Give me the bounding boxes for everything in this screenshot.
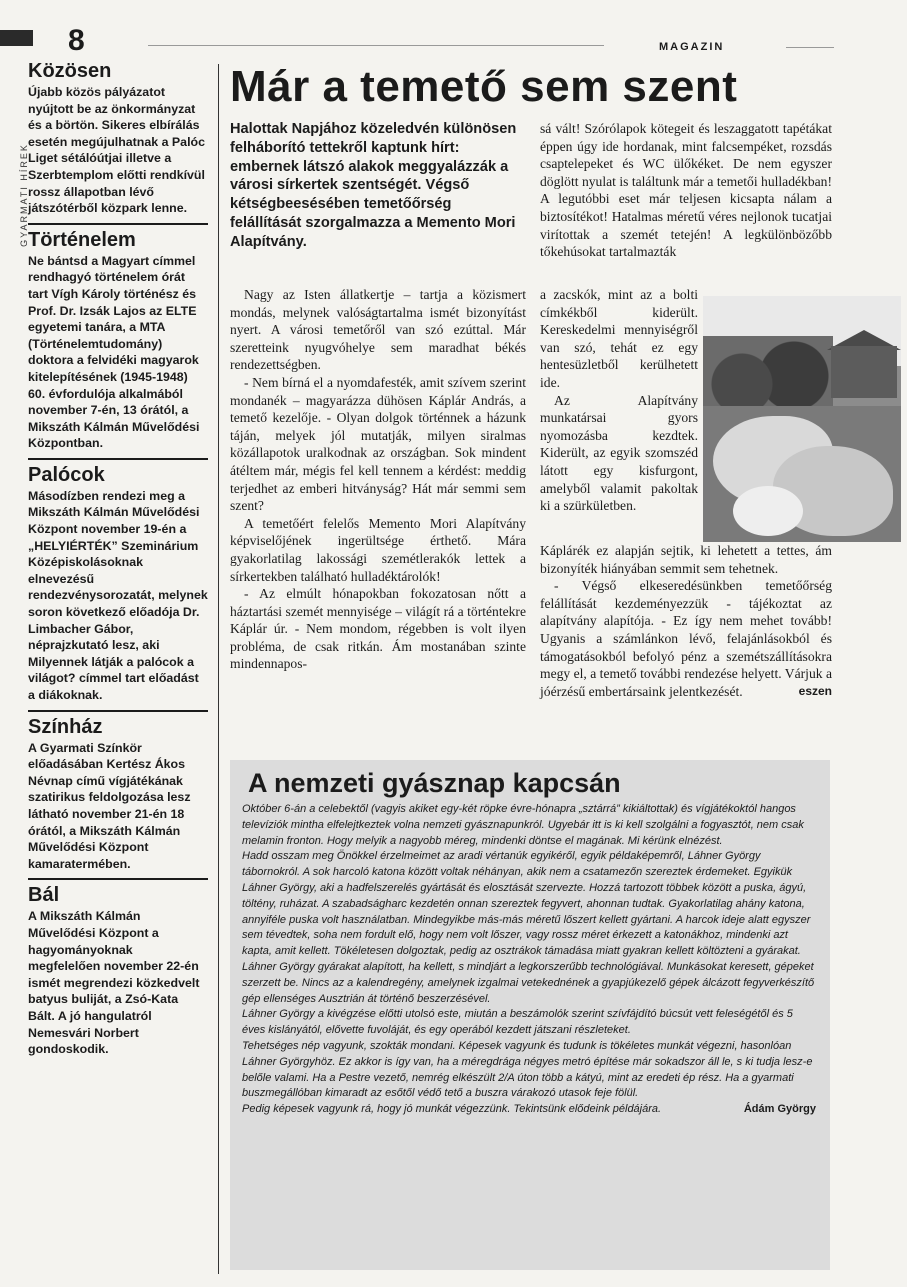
news-item-title: Történelem	[28, 228, 136, 251]
news-item-text: Ne bántsd a Magyart címmel rendhagyó történelem órát tart Vígh Károly történész és Prof. Dr. Izsák Lajos az ELTE egyetemi tanára, a MTA (Történelemtudomány) doktora a felvidéki magyarok kitelepítésének (1945-1948) 60. évfordulója alkalmából november 7-én, 13 órától, a Mikszáth Kálmán Művelődési Központban.	[28, 253, 200, 451]
article-column-2-top	[540, 120, 832, 261]
box-paragraph	[242, 1102, 816, 1118]
box-paragraph: Láhner György gyárakat alapított, ha kellett, s mindjárt a legkorszerűbb technológiával. Munkásokat keresett, gépeket szerzett be. Nincs az a kalendregény, amelynek izgalmai vetekednének a gyapjúkezelő gépek álcázott fegyverkészítő gép ellenséges Ausztrián át történő beszerzésével.	[242, 960, 815, 1005]
news-item-szinhaz	[28, 716, 208, 881]
side-label: GYARMATI HÍREK	[19, 143, 29, 247]
news-item-title: Színház	[28, 715, 103, 738]
article-paragraph: - Az elmúlt hónapokban fokozatosan nőtt a háztartási szemét mennyisége – világít rá a történtekre Káplár úr. - Nem mondom, régebben is volt ilyen probléma, de csak ritkán. Ám mostanában szinte mindennapos-	[230, 586, 526, 672]
box-paragraph: Hadd osszam meg Önökkel érzelmeimet az aradi vértanúk egyikéről, egyik példaképemről, Láhner György tábornokról. A sok harcoló katona között voltak néhányan, akik nem a csatamezőn szereztek érdemeket. Egyikük Láhner György, aki a hadfelszerelés gyártását és elosztását szervezte. Hozzá tartozott többek között a puska, ágyú, töltény, ruházat. A szabadságharc kezdetén onnan szereztek fegyvert, ahonnan tudtak. Gyakorlatilag ahány katona, annyiféle puska volt használatban. Mindegyikbe más-más méretű lőszert kellett gyártani. A harcok ideje alatt egyszer sem tévedtek, soha nem fordult elő, hogy nem volt lőszer, vagy rossz méret érkezett a katonákhoz, mindenki azt kapta, amit kellett. Tökéletesen dolgoztak, pedig az osztrákok támadása miatt gyakran kellett költözteni a gyárakat.	[242, 850, 811, 958]
column-divider	[218, 64, 219, 1274]
article-paragraph: Káplárék ez alapján sejtik, ki lehetett a tettes, ám bizonyíték hiányában semmit sem tehetnek.	[540, 543, 832, 576]
article-paragraph: sá vált! Szórólapok kötegeit és leszaggatott tapétákat éppen úgy ide hordanak, mint falcsempéket, rozsdás csaptelepeket és WC ülőkéket. De nem egyszer döglött nyulat is találtunk már a temetői hulladékban! A legutóbbi eset már teljesen kicsapta nálam a biztosítékot! Hatalmas méretű véres nejlonok tucatjai virítottak a szemét tetején! A legkülönbözőbb tőkehúsokat tartalmazták	[540, 121, 832, 260]
article-author: eszen	[798, 683, 832, 698]
magazine-label: MAGAZIN	[659, 41, 725, 53]
news-item-text: Másodízben rendezi meg a Mikszáth Kálmán Művelődési Központ november 19-én a „HELYIÉRTÉK” Szeminárium Középiskolásoknak elnevezésű rendezvénysorozatát, melynek soron következő előadója Dr. Limbacher Gábor, néprajzkutató lesz, aki Milyennek látják a palócok a világot? címmel tart előadást a diákoknak.	[28, 488, 208, 702]
article-column-2-bottom	[540, 542, 832, 700]
article-column-2-wrap	[540, 286, 698, 515]
header-rule-right	[786, 47, 834, 48]
news-item-title: Közösen	[28, 60, 112, 82]
news-item-palocok	[28, 464, 208, 712]
box-paragraph: Tehetséges nép vagyunk, szokták mondani. Képesek vagyunk és tudunk is tökéletes munkát végezni, hasonlóan Láhner Györgyhöz. Ez akkor is így van, ha a méregdrága négyes metró építése már sokadszor áll le, s ki tudja lesz-e belőle valami. Ha a Pestre vezető, nemrég elkészült 2/A úton több a kátyú, mint az eredeti ép rész. Ha a gyarmati buszmegállóban kimaradt az esőtől védő tető a buszra várakozó utasok feje fölül.	[242, 1039, 813, 1100]
article-paragraph: Az Alapítvány munkatársai gyors nyomozásba kezdtek. Kiderült, az egyik szomszéd látott egy kisfurgont, amelyből valamit pakoltak ki a szürkületben.	[540, 392, 698, 514]
article-paragraph: - Nem bírná el a nyomdafesték, amit szívem szerint mondanék – magyarázza dühösen Káplár András, a temető kezelője. - Olyan dolgok történnek a házunk táján, melyek jól mutatják, milyen siralmas közállapotok uralkodnak az országban. Sok mindent átéltem már, mégis fel kell tennem a kérdést: meddig terjedhet az emberi hitványság? Hát már semmi sem szent?	[230, 374, 526, 514]
news-item-bal	[28, 884, 208, 1063]
box-body	[242, 802, 816, 1118]
article-paragraph: Nagy az Isten állatkertje – tartja a közismert mondás, melynek valóságtartalma ismét bizonyítást nyert. A városi temetőről van szó ezúttal. Már szeretteink nyugvóhelye sem maradhat békés rendezettségben.	[230, 287, 526, 373]
news-item-text: Újabb közös pályázatot nyújtott be az önkormányzat és a börtön. Sikeres elbírálás esetén megújulhatnak a Palóc Liget sétálóútjai illetve a Szerbtemplom előtti rendkívül rossz állapotban lévő játszótérből közpark lenne.	[28, 85, 205, 216]
cemetery-trash-photo	[703, 296, 901, 542]
news-item-text: A Mikszáth Kálmán Művelődési Központ a hagyományoknak megfelelően november 22-én ismét megrendezi közkedvelt batyus buliját, a Zsó-Kata Bált. A jó hangulatról Nemesvári Norbert gondoskodik.	[28, 909, 200, 1057]
header-rule-left	[148, 45, 604, 46]
header-black-block	[0, 30, 33, 46]
box-paragraph: Láhner György a kivégzése előtti utolsó este, miután a beszámolók szerint szívfájdító búcsút vett feleségétől és 5 éves kislányától, elővette fuvoláját, és egy operából kezdett játszani részleteket.	[242, 1008, 793, 1037]
page-number: 8	[68, 24, 85, 57]
article-lead: Halottak Napjához közeledvén különösen felháborító tettekről kaptunk hírt: embernek látszó alakok meggyalázzák a városi sírkertek szentségét. Végső kétségbeesésében temetőőrség felállítását szorgalmazza a Memento Mori Alapítvány.	[230, 121, 517, 250]
news-item-tortenelem	[28, 229, 208, 460]
boxed-article	[230, 760, 830, 1270]
news-item-kozosen	[28, 60, 208, 225]
article-headline: Már a temető sem szent	[230, 62, 738, 111]
box-signature: Ádám György	[743, 1103, 816, 1116]
news-sidebar	[28, 60, 208, 1068]
news-item-title: Palócok	[28, 463, 105, 486]
news-item-title: Bál	[28, 884, 60, 907]
news-item-text: A Gyarmati Színkör előadásában Kertész Ákos Névnap című vígjátékának szatirikus feldolgozása lesz látható november 21-én 18 órától, a Mikszáth Kálmán Művelődési Központ kamaratermében.	[28, 740, 191, 871]
article-paragraph: a zacskók, mint az a bolti címkékből kiderült. Kereskedelmi mennyiségről van szó, tehát ez egy hentesüzletből kerülhetett ide.	[540, 287, 698, 390]
article-paragraph: A temetőért felelős Memento Mori Alapítvány képviselőjének ingerültsége érthető. Mára gyakorlatilag lakossági szemétlerakók lettek a sírkertekben található hulladéktárolók!	[230, 515, 526, 584]
box-paragraph-text: Pedig képesek vagyunk rá, hogy jó munkát végezzünk. Tekintsünk elődeink példájára.	[242, 1103, 662, 1116]
box-paragraph: Október 6-án a celebektől (vagyis akiket egy-két röpke évre-hónapra „sztárrá” kikiáltottak) és vígjátékoktól hangos televíziók mintha elfelejtkeztek volna nemzeti gyásznapunkról. Ugyebár itt is ki kell szolgálni a fogyasztót, nem csak melamin fronton. Hogy melyik a nagyobb méreg, mindenki döntse el magának. Mi kérünk elnézést.	[242, 803, 804, 847]
article-paragraph	[540, 577, 832, 700]
article-column-1	[230, 286, 526, 673]
box-title: A nemzeti gyásznap kapcsán	[248, 768, 621, 798]
article-paragraph-text: - Végső elkeseredésünkben temetőőrség felállítását kezdeményezzük - tájékoztat az alapítvány alapítója. - Ez így nem mehet tovább! Ugyanis a számlánkon lévő, felajánlásokból és támogatásokból befolyó pénz a szemétszállításokra megy el, a temető további rendezése helyett. Várjuk a jóérzésű embertársaink jelentkezését.	[540, 578, 832, 699]
